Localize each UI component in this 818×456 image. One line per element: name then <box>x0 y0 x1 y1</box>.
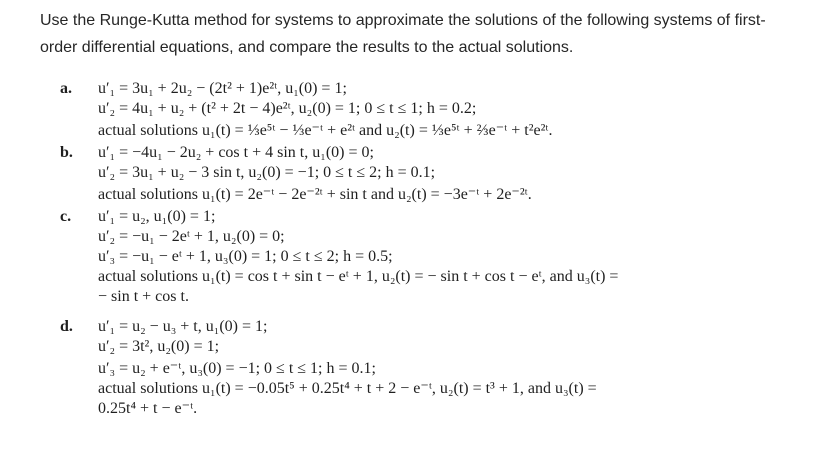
part-c-eq1: u′₁ = u₂, u₁(0) = 1; <box>98 208 216 225</box>
part-b-label: b. <box>60 144 73 161</box>
part-a-eq2: u′₂ = 4u₁ + u₂ + (t² + 2t − 4)e²ᵗ, u₂(0) = 1; 0 ≤ t ≤ 1; h = 0.2; <box>98 100 477 117</box>
part-c-label: c. <box>60 208 72 225</box>
part-a-eq1: u′₁ = 3u₁ + 2u₂ − (2t² + 1)e²ᵗ, u₁(0) = 1; <box>98 80 347 97</box>
part-b-eq1: u′₁ = −4u₁ − 2u₂ + cos t + 4 sin t, u₁(0) = 0; <box>98 144 374 161</box>
part-c-actual-cont: − sin t + cos t. <box>98 288 189 305</box>
part-d-eq1: u′₁ = u₂ − u₃ + t, u₁(0) = 1; <box>98 318 268 335</box>
part-d-eq2: u′₂ = 3t², u₂(0) = 1; <box>98 338 220 355</box>
part-d-label: d. <box>60 318 73 335</box>
part-c-eq3: u′₃ = −u₁ − eᵗ + 1, u₃(0) = 1; 0 ≤ t ≤ 2; h = 0.5; <box>98 248 393 265</box>
part-a-actual: actual solutions u₁(t) = ⅓e⁵ᵗ − ⅓e⁻ᵗ + e²ᵗ and u₂(t) = ⅓e⁵ᵗ + ⅔e⁻ᵗ + t²e²ᵗ. <box>98 122 553 139</box>
part-b-eq2: u′₂ = 3u₁ + u₂ − 3 sin t, u₂(0) = −1; 0 ≤ t ≤ 2; h = 0.1; <box>98 164 436 181</box>
part-d-actual-cont: 0.25t⁴ + t − e⁻ᵗ. <box>98 400 198 417</box>
problem-prompt: Use the Runge-Kutta method for systems to approximate the solutions of the following systems of first-order differential equations, and compare the results to the actual solutions. <box>40 12 766 56</box>
part-a-label: a. <box>60 80 72 97</box>
part-c-eq2: u′₂ = −u₁ − 2eᵗ + 1, u₂(0) = 0; <box>98 228 285 245</box>
part-b-actual: actual solutions u₁(t) = 2e⁻ᵗ − 2e⁻²ᵗ + sin t and u₂(t) = −3e⁻ᵗ + 2e⁻²ᵗ. <box>98 186 532 203</box>
part-c-actual: actual solutions u₁(t) = cos t + sin t − eᵗ + 1, u₂(t) = − sin t + cos t − eᵗ, and u₃(t) = <box>98 268 619 285</box>
part-d-eq3: u′₃ = u₂ + e⁻ᵗ, u₃(0) = −1; 0 ≤ t ≤ 1; h = 0.1; <box>98 360 376 377</box>
part-d-actual: actual solutions u₁(t) = −0.05t⁵ + 0.25t⁴ + t + 2 − e⁻ᵗ, u₂(t) = t³ + 1, and u₃(t) = <box>98 380 597 397</box>
